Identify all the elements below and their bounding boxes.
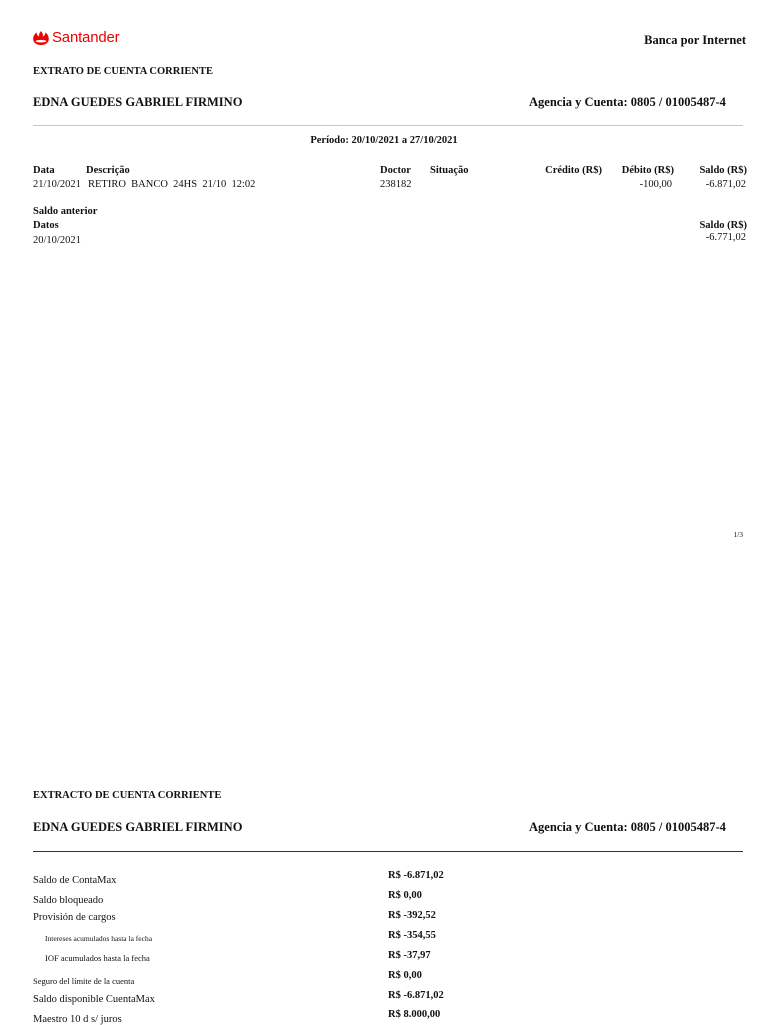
summary-value: R$ -37,97	[388, 950, 431, 961]
previous-balance-saldo-label: Saldo (R$)	[699, 220, 747, 231]
summary-label: Saldo de ContaMax	[33, 875, 117, 886]
summary-label: Saldo disponible CuentaMax	[33, 994, 155, 1005]
summary-label: Maestro 10 d s/ juros	[33, 1014, 122, 1025]
summary-value: R$ -354,55	[388, 930, 436, 941]
summary-label: Seguro del límite de la cuenta	[33, 976, 135, 986]
summary-value: R$ 0,00	[388, 890, 422, 901]
summary-value: R$ 8.000,00	[388, 1009, 441, 1020]
col-header-doctor: Doctor	[380, 165, 411, 176]
summary-value: R$ 0,00	[388, 970, 422, 981]
row-debito: -100,00	[639, 179, 672, 190]
page2-divider	[33, 851, 743, 852]
col-header-saldo: Saldo (R$)	[699, 165, 747, 176]
row-description: RETIRO BANCO 24HS 21/10 12:02	[88, 179, 256, 190]
row-doc: 238182	[380, 179, 412, 190]
summary-label: Saldo bloqueado	[33, 895, 104, 906]
page1-client-name: EDNA GUEDES GABRIEL FIRMINO	[33, 95, 243, 109]
header-banca-internet: Banca por Internet	[644, 33, 746, 47]
col-header-situacao: Situação	[430, 165, 469, 176]
page1-divider	[33, 125, 743, 126]
previous-balance-date: 20/10/2021	[33, 235, 81, 246]
summary-sub-label: IOF acumulados hasta la fecha	[45, 953, 150, 963]
page2-account: Agencia y Cuenta: 0805 / 01005487-4	[529, 820, 726, 834]
brand-name: Santander	[52, 29, 120, 46]
col-header-data: Data	[33, 165, 55, 176]
row-saldo: -6.871,02	[705, 179, 746, 190]
summary-value: R$ -6.871,02	[388, 990, 444, 1001]
page-number: 1/3	[733, 530, 743, 539]
col-header-descricao: Descrição	[86, 165, 130, 176]
summary-sub-label: Intereses acumulados hasta la fecha	[45, 934, 153, 943]
santander-flame-icon	[33, 30, 49, 46]
col-header-debito: Débito (R$)	[621, 165, 674, 176]
previous-balance-title: Saldo anterior	[33, 206, 98, 217]
summary-value: R$ -392,52	[388, 910, 436, 921]
previous-balance-date-label: Datos	[33, 220, 59, 231]
previous-balance-saldo: -6.771,02	[705, 232, 746, 243]
summary-label: Provisión de cargos	[33, 912, 116, 923]
page2-doc-title: EXTRACTO DE CUENTA CORRIENTE	[33, 790, 222, 801]
col-header-credito: Crédito (R$)	[545, 165, 602, 176]
page2-client-name: EDNA GUEDES GABRIEL FIRMINO	[33, 820, 243, 834]
row-date: 21/10/2021	[33, 179, 81, 190]
summary-value: R$ -6.871,02	[388, 870, 444, 881]
page1-doc-title: EXTRATO DE CUENTA CORRIENTE	[33, 66, 213, 77]
page1-period: Período: 20/10/2021 a 27/10/2021	[310, 135, 458, 146]
page1-account: Agencia y Cuenta: 0805 / 01005487-4	[529, 95, 726, 109]
santander-logo	[33, 29, 119, 46]
